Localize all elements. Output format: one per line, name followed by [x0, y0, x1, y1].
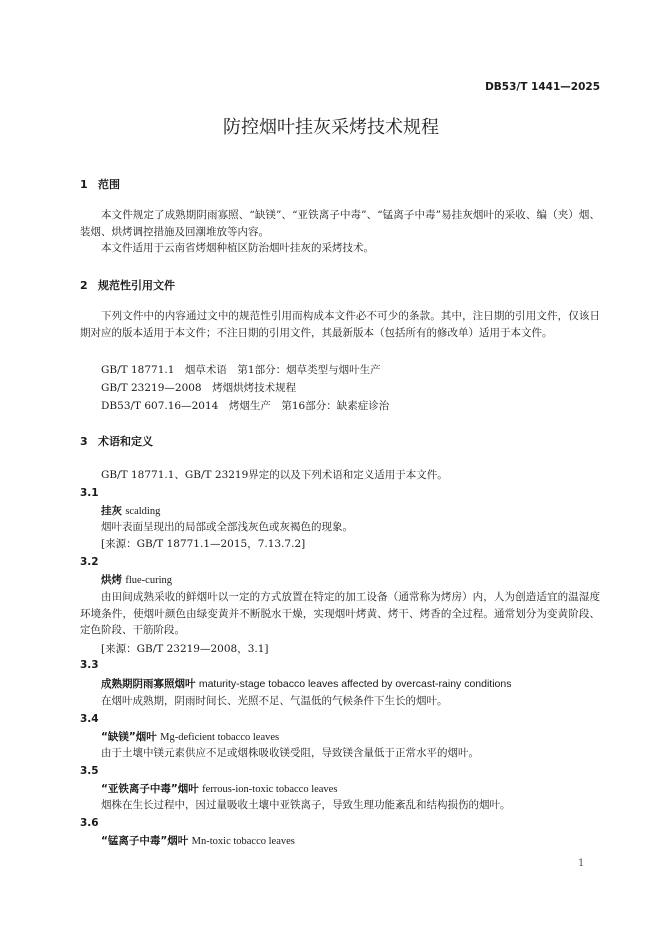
document-title: 防控烟叶挂灰采烤技术规程 — [223, 117, 439, 138]
section-title: 范围 — [98, 178, 120, 191]
term-zh: 烘烤 — [101, 574, 122, 586]
term-heading — [101, 503, 160, 518]
term-zh: “缺镁”烟叶 — [101, 731, 157, 743]
reference-item: DB53/T 607.16—2014 烤烟生产 第16部分：缺素症诊治 — [101, 400, 390, 412]
term-en: ferrous-ion-toxic tobacco leaves — [202, 784, 338, 795]
references-paragraph: 下列文件中的内容通过文中的规范性引用而构成本文件必不可少的条款。其中，注日期的引用文件，仅该日期对应的版本适用于本文件；不注日期的引用文件，其最新版本（包括所有的修改单）适用于本文件。 — [80, 310, 600, 339]
terms-intro: GB/T 18771.1、GB/T 23219界定的以及下列术语和定义适用于本文件。 — [101, 469, 448, 481]
scope-paragraph: 本文件规定了成熟期阴雨寡照、“缺镁”、“亚铁离子中毒”、“锰离子中毒”易挂灰烟叶的采收、编（夹）烟、装烟、烘烤调控措施及回潮堆放等内容。 — [80, 209, 600, 238]
term-source: [来源：GB/T 23219—2008，3.1] — [101, 643, 269, 655]
term-en: maturity-stage tobacco leaves affected by overcast-rainy conditions — [198, 678, 512, 690]
page-number: 1 — [578, 858, 585, 869]
term-number: 3.6 — [80, 817, 99, 829]
term-definition: 由于土壤中镁元素供应不足或烟株吸收镁受阻，导致镁含量低于正常水平的烟叶。 — [101, 747, 479, 759]
section-title: 规范性引用文件 — [98, 279, 175, 292]
section-heading-scope — [80, 176, 120, 192]
section-heading-normative-references — [80, 277, 175, 293]
standard-number: DB53/T 1441—2025 — [485, 81, 600, 93]
term-definition: 烟叶表面呈现出的局部或全部浅灰色或灰褐色的现象。 — [101, 521, 353, 533]
term-number: 3.5 — [80, 765, 99, 777]
section-number: 1 — [80, 178, 88, 191]
term-source: [来源：GB/T 18771.1—2015，7.13.7.2] — [101, 538, 306, 550]
term-number: 3.2 — [80, 556, 99, 568]
section-title: 术语和定义 — [98, 435, 153, 448]
term-number: 3.4 — [80, 713, 99, 725]
reference-item: GB/T 23219—2008 烤烟烘烤技术规程 — [101, 382, 297, 394]
term-number: 3.3 — [80, 659, 99, 671]
term-heading — [101, 572, 172, 587]
term-definition: 烟株在生长过程中，因过量吸收土壤中亚铁离子，导致生理功能紊乱和结构损伤的烟叶。 — [101, 799, 511, 811]
term-zh: “锰离子中毒”烟叶 — [101, 835, 189, 847]
scope-applicability-paragraph: 本文件适用于云南省烤烟种植区防治烟叶挂灰的采烤技术。 — [101, 242, 374, 254]
term-definition: 在烟叶成熟期，阴雨时间长、光照不足、气温低的气候条件下生长的烟叶。 — [101, 695, 448, 707]
term-en: scalding — [125, 506, 161, 517]
term-en: Mn-toxic tobacco leaves — [191, 836, 295, 847]
term-heading — [101, 833, 295, 848]
term-zh: “亚铁离子中毒”烟叶 — [101, 783, 199, 795]
term-zh: 成熟期阴雨寡照烟叶 — [101, 678, 196, 690]
term-zh: 挂灰 — [101, 505, 122, 517]
term-heading — [101, 729, 279, 744]
reference-item: GB/T 18771.1 烟草术语 第1部分：烟草类型与烟叶生产 — [101, 364, 381, 376]
term-heading — [101, 676, 511, 691]
term-definition: 由田间成熟采收的鲜烟叶以一定的方式放置在特定的加工设备（通常称为烤房）内，人为创造适宜的温湿度环境条件，使烟叶颜色由绿变黄并不断脱水干燥，实现烟叶烤黄、烤干、烤香的全过程。通常划分为变黄阶段、定色阶段、干筋阶段。 — [80, 591, 600, 636]
term-number: 3.1 — [80, 487, 99, 499]
section-number: 3 — [80, 435, 88, 448]
section-heading-terms-definitions — [80, 433, 153, 449]
term-en: flue-curing — [125, 575, 172, 586]
term-heading — [101, 781, 337, 796]
section-number: 2 — [80, 279, 88, 292]
term-en: Mg-deficient tobacco leaves — [160, 732, 280, 743]
